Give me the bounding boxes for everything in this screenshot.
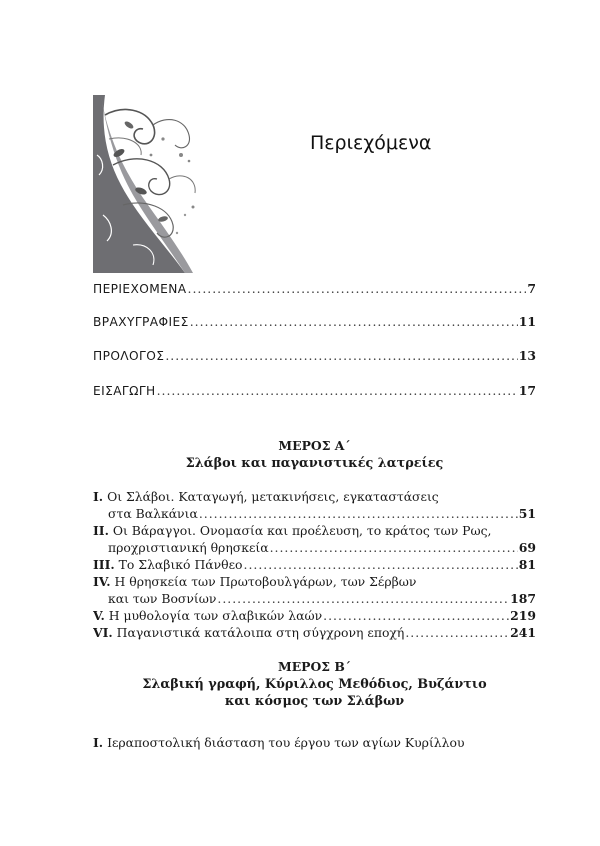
dot-leader [199, 506, 518, 522]
dot-leader [270, 540, 518, 556]
toc-entry-label: ΙΙΙ. Το Σλαβικό Πάνθεο [93, 557, 243, 572]
toc-entry[interactable] [93, 608, 536, 624]
toc-entry[interactable] [108, 540, 536, 556]
toc-entry-page: 69 [518, 540, 536, 555]
toc-entry-label: ΒΡΑΧΥΓΡΑΦΙΕΣ [93, 315, 189, 329]
part-b-subtitle-line2: και κόσμος των Σλάβων [224, 694, 405, 709]
toc-entry-label: ΠΕΡΙΕΧΟΜΕΝΑ [93, 282, 187, 296]
dot-leader [157, 383, 518, 399]
toc-entry-page: 51 [518, 506, 536, 521]
chapter-number: V. [93, 608, 105, 623]
toc-entry-page: 81 [518, 557, 536, 572]
dot-leader [165, 348, 517, 364]
toc-entry-label: V. Η μυθολογία των σλαβικών λαών [93, 608, 323, 623]
chapter-2-line1: ΙΙ. Οι Βάραγγοι. Ονομασία και προέλευση, το κράτος των Ρως, [93, 523, 492, 538]
toc-entry[interactable] [93, 314, 536, 330]
toc-entry-page: 219 [510, 608, 536, 623]
toc-entry[interactable] [108, 506, 536, 522]
floral-ornament-image [93, 95, 203, 273]
toc-entry-page: 13 [518, 348, 536, 363]
part-a-subtitle: Σλάβοι και παγανιστικές λατρείες [185, 456, 444, 471]
toc-entry[interactable] [93, 281, 536, 297]
toc-entry[interactable] [93, 383, 536, 399]
chapter-4-line1: ΙV. Η θρησκεία των Πρωτοβουλγάρων, των Σέρβων [93, 574, 417, 589]
chapter-number: ΙV. [93, 574, 111, 589]
toc-entry[interactable] [108, 591, 536, 607]
chapter-number: Ι. [93, 735, 104, 750]
part-b-title: ΜΕΡΟΣ Β΄ [277, 659, 351, 674]
toc-entry-label: ΕΙΣΑΓΩΓΗ [93, 384, 156, 398]
part-b-chapter-1-line1: Ι. Ιεραποστολική διάσταση του έργου των αγίων Κυρίλλου [93, 735, 465, 750]
toc-entry-page: 187 [510, 591, 536, 606]
dot-leader [405, 625, 509, 641]
chapter-number: Ι. [93, 489, 104, 504]
toc-entry-page: 7 [527, 281, 536, 296]
dot-leader [188, 281, 527, 297]
toc-entry-label: προχριστιανική θρησκεία [108, 540, 269, 555]
dot-leader [244, 557, 518, 573]
toc-entry[interactable] [93, 625, 536, 641]
part-b-subtitle-line1: Σλαβική γραφή, Κύριλλος Μεθόδιος, Βυζάντιο [142, 677, 487, 692]
toc-entry[interactable] [93, 348, 536, 364]
part-a-title: ΜΕΡΟΣ Α΄ [278, 438, 351, 453]
chapter-number: ΙΙ. [93, 523, 109, 538]
dot-leader [217, 591, 509, 607]
toc-entry-label: ΠΡΟΛΟΓΟΣ [93, 349, 165, 363]
dot-leader [323, 608, 509, 624]
chapter-number: VΙ. [93, 625, 113, 640]
toc-entry-page: 241 [510, 625, 536, 640]
toc-entry-page: 17 [518, 383, 536, 398]
dot-leader [190, 314, 518, 330]
toc-entry-label: και των Βοσνίων [108, 591, 217, 606]
toc-entry[interactable] [93, 557, 536, 573]
chapter-number: ΙΙΙ. [93, 557, 115, 572]
toc-entry-page: 11 [518, 314, 536, 329]
page-title: Περιεχόμενα [310, 132, 432, 154]
toc-entry-label: VΙ. Παγανιστικά κατάλοιπα στη σύγχρονη εποχή [93, 625, 405, 640]
toc-entry-label: στα Βαλκάνια [108, 506, 198, 521]
chapter-1-line1: Ι. Οι Σλάβοι. Καταγωγή, μετακινήσεις, εγκαταστάσεις [93, 489, 439, 504]
